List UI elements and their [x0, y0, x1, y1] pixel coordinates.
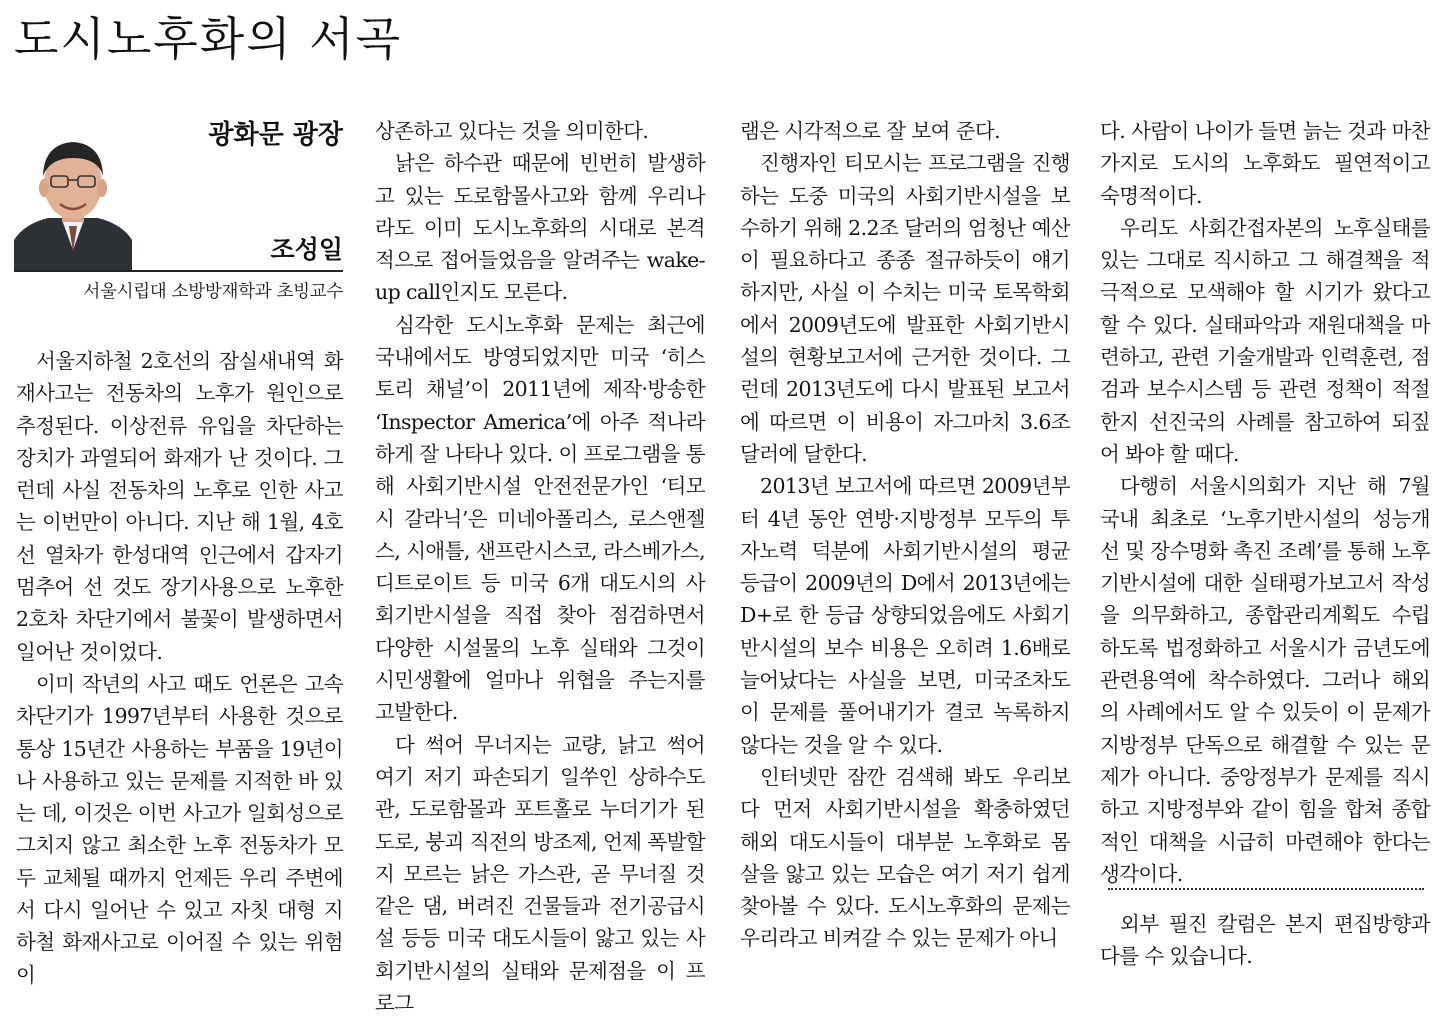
author-divider [14, 270, 343, 272]
author-photo [14, 128, 132, 270]
article-column-1 [16, 345, 343, 991]
disclaimer-box [1100, 908, 1430, 973]
paragraph: 진행자인 티모시는 프로그램을 진행하는 도중 미국의 사회기반시설을 보수하기 위해 2.2조 달러의 엄청난 예산이 필요하다고 종종 절규하듯이 얘기하지만, 사실 이 수치는 미국 토목학회에서 2009년도에 발표한 사회기반시설의 현황보고서에 근거한 것이다. 그런데 2013년도에 다시 발표된 보고서에 따르면 이 비용이 자그마치 3.6조 달러에 달한다. [740, 151, 1070, 466]
paragraph: 램은 시각적으로 잘 보여 준다. [740, 119, 1001, 143]
paragraph: 2013년 보고서에 따르면 2009년부터 4년 동안 연방·지방정부 모두의 투자노력 덕분에 사회기반시설의 평균 등급이 2009년의 D에서 2013년에는 D+로 한 등급 상향되었음에도 사회기반시설의 보수 비용은 오히려 1.6배로 늘어났다는 사실을 보면, 미국조차도 이 문제를 풀어내기가 결코 녹록하지 않다는 것을 알 수 있다. [740, 474, 1070, 757]
paragraph: 낡은 하수관 때문에 빈번히 발생하고 있는 도로함몰사고와 함께 우리나라도 이미 도시노후화의 시대로 본격적으로 접어들었음을 알려주는 wake-up call인지도 모른다. [375, 151, 705, 305]
author-affiliation: 서울시립대 소방방재학과 초빙교수 [83, 282, 343, 302]
paragraph: 다 썩어 무너지는 교량, 낡고 썩어 여기 저기 파손되기 일쑤인 상하수도관, 도로함몰과 포트홀로 누더기가 된 도로, 붕괴 직전의 방조제, 언제 폭발할지 모르는 낡은 가스관, 곧 무너질 것 같은 댐, 버려진 건물들과 전기공급시설 등등 미국 대도시들이 앓고 있는 사회기반시설의 실태와 문제점을 이 프로그 [375, 732, 705, 1016]
paragraph: 이미 작년의 사고 때도 언론은 고속 차단기가 1997년부터 사용한 것으로 통상 15년간 사용하는 부품을 19년이나 사용하고 있는 문제를 지적한 바 있는 데, 이것은 이번 사고가 일회성으로 그치지 않고 최소한 노후 전동차가 모두 교체될 때까지 언제든 우리 주변에서 다시 일어난 수 있고 자칫 대형 지하철 화재사고로 이어질 수 있는 위험이 [16, 671, 343, 987]
article-column-3 [740, 115, 1070, 955]
author-name: 조성일 [270, 235, 343, 264]
article-headline: 도시노후화의 서곡 [14, 12, 403, 66]
paragraph: 다. 사람이 나이가 들면 늙는 것과 마찬가지로 도시의 노후화도 필연적이고 숙명적이다. [1100, 119, 1430, 208]
paragraph: 우리도 사회간접자본의 노후실태를 있는 그대로 직시하고 그 해결책을 적극적으로 모색해야 할 시기가 왔다고 할 수 있다. 실태파악과 재원대책을 마련하고, 관련 기술개발과 인력훈련, 점검과 보수시스템 등 관련 정책이 적절한지 선진국의 사례를 참고하여 되짚어 봐야 할 때다. [1100, 215, 1430, 466]
author-portrait-image [14, 128, 132, 270]
paragraph: 인터넷만 잠깐 검색해 봐도 우리보다 먼저 사회기반시설을 확충하였던 해외 대도시들이 대부분 노후화로 몸살을 앓고 있는 모습은 여기 저기 쉽게 찾아볼 수 있다. 도시노후화의 문제는 우리라고 비켜갈 수 있는 문제가 아니 [740, 764, 1070, 951]
paragraph: 심각한 도시노후화 문제는 최근에 국내에서도 방영되었지만 미국 ‘히스토리 채널’이 2011년에 제작·방송한 ‘Inspector America’에 아주 적나라하게 잘 나타나 있다. 이 프로그램을 통해 사회기반시설 안전전문가인 ‘티모시 갈라닉’은 미네아폴리스, 로스앤젤스, 시애틀, 샌프란시스코, 라스베가스, 디트로이트 등 미국 6개 대도시의 사회기반시설을 직접 찾아 점검하면서 다양한 시설물의 노후 실태와 그것이 시민생활에 얼마나 위협을 주는지를 고발한다. [375, 312, 705, 725]
disclaimer-text: 외부 필진 칼럼은 본지 편집방향과 다를 수 있습니다. [1100, 912, 1430, 969]
disclaimer-divider [1108, 888, 1424, 890]
column-series-label: 광화문 광장 [208, 120, 343, 150]
paragraph: 다행히 서울시의회가 지난 해 7월 국내 최초로 ‘노후기반시설의 성능개선 및 장수명화 촉진 조례’를 통해 노후기반시설에 대한 실태평가보고서 작성을 의무화하고, 종합관리계획도 수립하도록 법정화하고 서울시가 금년도에 관련용역에 착수하였다. 그러나 해외의 사례에서도 알 수 있듯이 이 문제가 지방정부 단독으로 해결할 수 있는 문제가 아니다. 중앙정부가 문제를 직시하고 지방정부와 같이 힘을 합쳐 종합적인 대책을 시급히 마련해야 한다는 생각이다. [1100, 474, 1430, 886]
paragraph: 상존하고 있다는 것을 의미한다. [375, 119, 649, 143]
paragraph: 서울지하철 2호선의 잠실새내역 화재사고는 전동차의 노후가 원인으로 추정된다. 이상전류 유입을 차단하는 장치가 과열되어 화재가 난 것이다. 그런데 사실 전동차의 노후로 인한 사고는 이번만이 아니다. 지난 해 1월, 4호선 열차가 한성대역 인근에서 갑자기 멈추어 선 것도 장기사용으로 노후한 2호차 차단기에서 불꽃이 발생하면서 일어난 것이었다. [16, 349, 343, 664]
article-column-4 [1100, 115, 1430, 890]
article-column-2 [375, 115, 705, 1019]
